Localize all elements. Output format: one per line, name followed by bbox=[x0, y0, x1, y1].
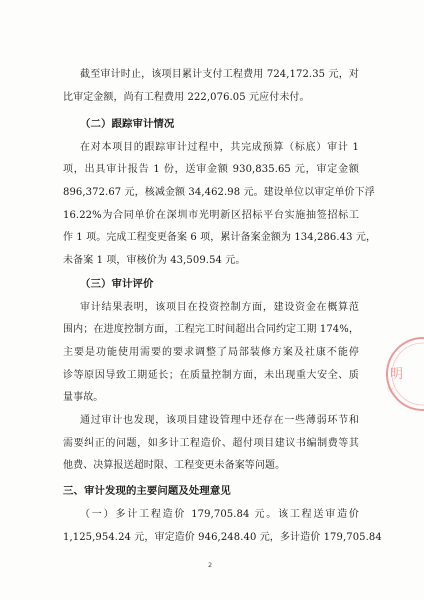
svg-text:☆: ☆ bbox=[386, 385, 395, 395]
paragraph-line: 16.22%为合同单价在深圳市光明新区招标平台实施抽签招标工 bbox=[63, 210, 359, 221]
paragraph-line: 作 1 项。完成工程变更备案 6 项，累计备案金额为 134,286.43 元， bbox=[63, 232, 377, 243]
paragraph-line: 审计结果表明，该项目在投资控制方面，建设资金在概算范 bbox=[80, 302, 359, 313]
section-heading: （三）审计评价 bbox=[80, 278, 154, 290]
paragraph-line: 未备案 1 项，审核价为 43,509.54 元。 bbox=[63, 255, 246, 266]
paragraph-line: 项，出具审计报告 1 份，送审金额 930,835.65 元，审定金额 bbox=[63, 164, 359, 175]
official-seal-stamp bbox=[383, 332, 424, 416]
paragraph-line: 比审定金额，尚有工程费用 222,076.05 元应付未付。 bbox=[63, 92, 310, 103]
page-number: 2 bbox=[208, 561, 213, 569]
paragraph-line: 896,372.67 元，核减金额 34,462.98 元。建设单位以审定单价下浮 bbox=[63, 187, 375, 198]
paragraph-line: 量事故。 bbox=[63, 392, 104, 403]
paragraph-line: （一）多计工程造价 179,705.84 元。该工程送审造价 bbox=[80, 509, 359, 520]
paragraph-line: 在对本项目的跟踪审计过程中，共完成预算（标底）审计 1 bbox=[80, 142, 359, 153]
section-heading: （二）跟踪审计情况 bbox=[80, 118, 175, 130]
paragraph-line: 主要是功能使用需要的要求调整了局部装修方案及社康不能停 bbox=[63, 347, 359, 358]
paragraph-line: 1,125,954.24 元，审定造价 946,248.40 元，多计造价 179,705.84 bbox=[63, 532, 382, 543]
paragraph-line: 诊等原因导致工期延长；在质量控制方面，未出现重大安全、质 bbox=[63, 370, 359, 381]
paragraph-line: 围内；在进度控制方面，工程完工时间超出合同约定工期 174%， bbox=[63, 324, 359, 335]
paragraph-line: 通过审计也发现，该项目建设管理中还存在一些薄弱环节和 bbox=[80, 415, 359, 426]
paragraph-line: 他费、决算报送超时限、工程变更未备案等问题。 bbox=[63, 460, 286, 471]
seal-character: 明 bbox=[390, 367, 404, 382]
chapter-heading: 三、审计发现的主要问题及处理意见 bbox=[63, 485, 231, 497]
paragraph-line: 截至审计时止，该项目累计支付工程费用 724,172.35 元，对 bbox=[80, 69, 359, 80]
paragraph-line: 需要纠正的问题，如多计工程造价、超付项目建议书编制费等其 bbox=[63, 438, 359, 449]
